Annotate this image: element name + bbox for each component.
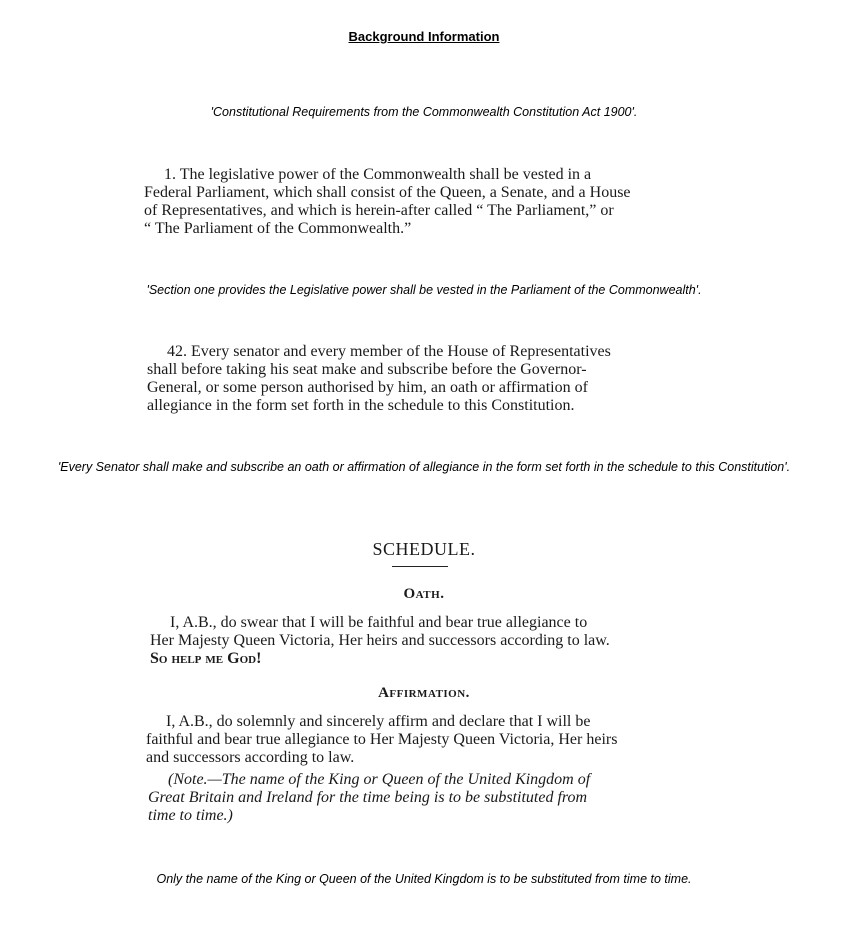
note-line: Great Britain and Ireland for the time being is to be substituted from bbox=[148, 789, 588, 806]
section-42-line: 42. Every senator and every member of the House of Representatives bbox=[167, 343, 611, 360]
section-42-caption: 'Every Senator shall make and subscribe an oath or affirmation of allegiance in the form set forth in the schedule to this Constitution'. bbox=[57, 460, 791, 474]
section-1-extract bbox=[144, 166, 700, 238]
section-1-line: “ The Parliament of the Commonwealth.” bbox=[144, 220, 412, 237]
affirmation-heading: Affirmation. bbox=[378, 685, 470, 701]
affirmation-line: and successors according to law. bbox=[146, 749, 355, 766]
oath-text bbox=[150, 614, 688, 668]
affirmation-line: I, A.B., do solemnly and sincerely affirm and declare that I will be bbox=[166, 713, 591, 730]
section-42-extract bbox=[147, 343, 699, 415]
section-1-line: 1. The legislative power of the Commonwealth shall be vested in a bbox=[164, 166, 592, 183]
section-42-line: shall before taking his seat make and subscribe before the Governor- bbox=[147, 361, 587, 378]
closing-caption: Only the name of the King or Queen of the United Kingdom is to be substituted from time to time. bbox=[156, 872, 692, 886]
oath-line: I, A.B., do swear that I will be faithful and bear true allegiance to bbox=[170, 614, 588, 631]
affirmation-line: faithful and bear true allegiance to Her Majesty Queen Victoria, Her heirs bbox=[146, 731, 618, 748]
section-42-line: allegiance in the form set forth in the schedule to this Constitution. bbox=[147, 397, 575, 414]
section-1-line: of Representatives, and which is herein-after called “ The Parliament,” or bbox=[144, 202, 614, 219]
page-title: Background Information bbox=[348, 29, 500, 44]
section-1-line: Federal Parliament, which shall consist of the Queen, a Senate, and a House bbox=[144, 184, 631, 201]
schedule-rule bbox=[392, 566, 448, 567]
oath-heading: Oath. bbox=[403, 586, 445, 602]
schedule-note bbox=[148, 771, 688, 825]
note-line: time to time.) bbox=[148, 807, 233, 824]
oath-line: Her Majesty Queen Victoria, Her heirs and successors according to law. bbox=[150, 632, 610, 649]
affirmation-text bbox=[146, 713, 687, 767]
oath-close: So help me God! bbox=[150, 650, 262, 667]
intro-caption: 'Constitutional Requirements from the Commonwealth Constitution Act 1900'. bbox=[210, 105, 638, 119]
schedule-title: SCHEDULE. bbox=[372, 539, 476, 559]
note-line: (Note.—The name of the King or Queen of the United Kingdom of bbox=[168, 771, 591, 788]
section-42-line: General, or some person authorised by him, an oath or affirmation of bbox=[147, 379, 588, 396]
section-1-caption: 'Section one provides the Legislative power shall be vested in the Parliament of the Commonwealth'. bbox=[146, 283, 702, 297]
